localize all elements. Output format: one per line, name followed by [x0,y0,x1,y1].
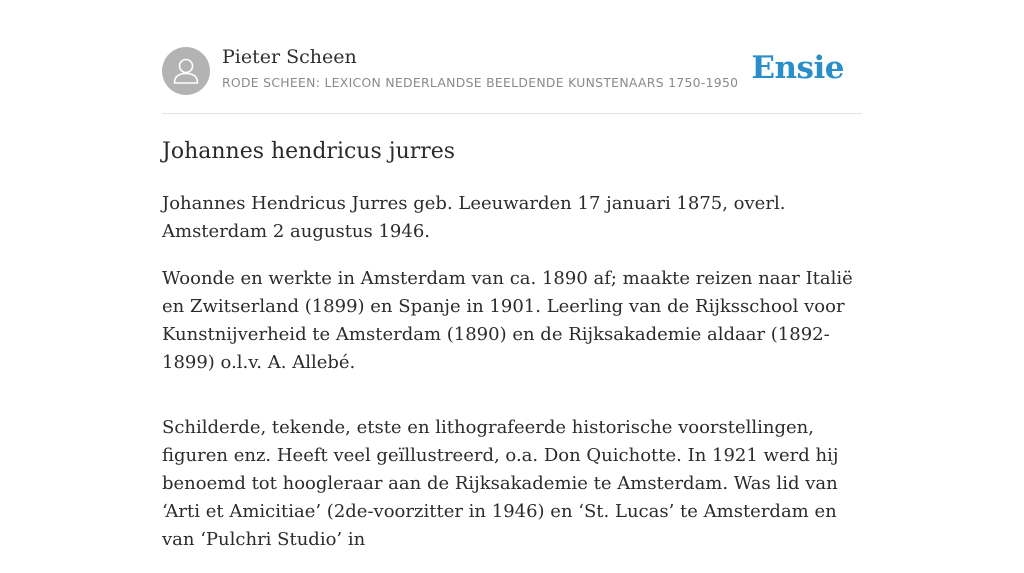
article-page [162,0,862,550]
article-title: Johannes hendricus jurres [162,139,456,164]
author-avatar[interactable] [162,47,210,95]
article-paragraph: Woonde en werkte in Amsterdam van ca. 1890 af; maakte reizen naar Italië en Zwitserland (1899) en Spanje in 1901. Leerling van de Rijksschool voor Kunstnijverheid te Amsterdam (1890) en de Rijksakademie aldaar (1892-1899) o.l.v. A. Allebé. [162,268,853,373]
author-name-link[interactable]: Pieter Scheen [222,46,357,68]
source-lexicon-link[interactable]: RODE SCHEEN: LEXICON NEDERLANDSE BEELDENDE KUNSTENAARS 1750-1950 [222,75,739,90]
ensie-logo-link[interactable]: Ensie [751,50,844,86]
article-body [162,190,862,573]
user-avatar-icon [162,47,210,95]
article-header [162,0,862,114]
article-paragraph: Johannes Hendricus Jurres geb. Leeuwarden 17 januari 1875, overl. Amsterdam 2 augustus 1946. [162,193,786,242]
article-paragraph: Schilderde, tekende, etste en lithografeerde historische voorstellingen, figuren enz. Heeft veel geïllustreerd, o.a. Don Quichotte. In 1921 werd hij benoemd tot hoogleraar aan de Rijksakademie te Amsterdam. Was lid van ‘Arti et Amicitiae’ (2de-voorzitter in 1946) en ‘St. Lucas’ te Amsterdam en van ‘Pulchri Studio’ in [162,417,839,550]
